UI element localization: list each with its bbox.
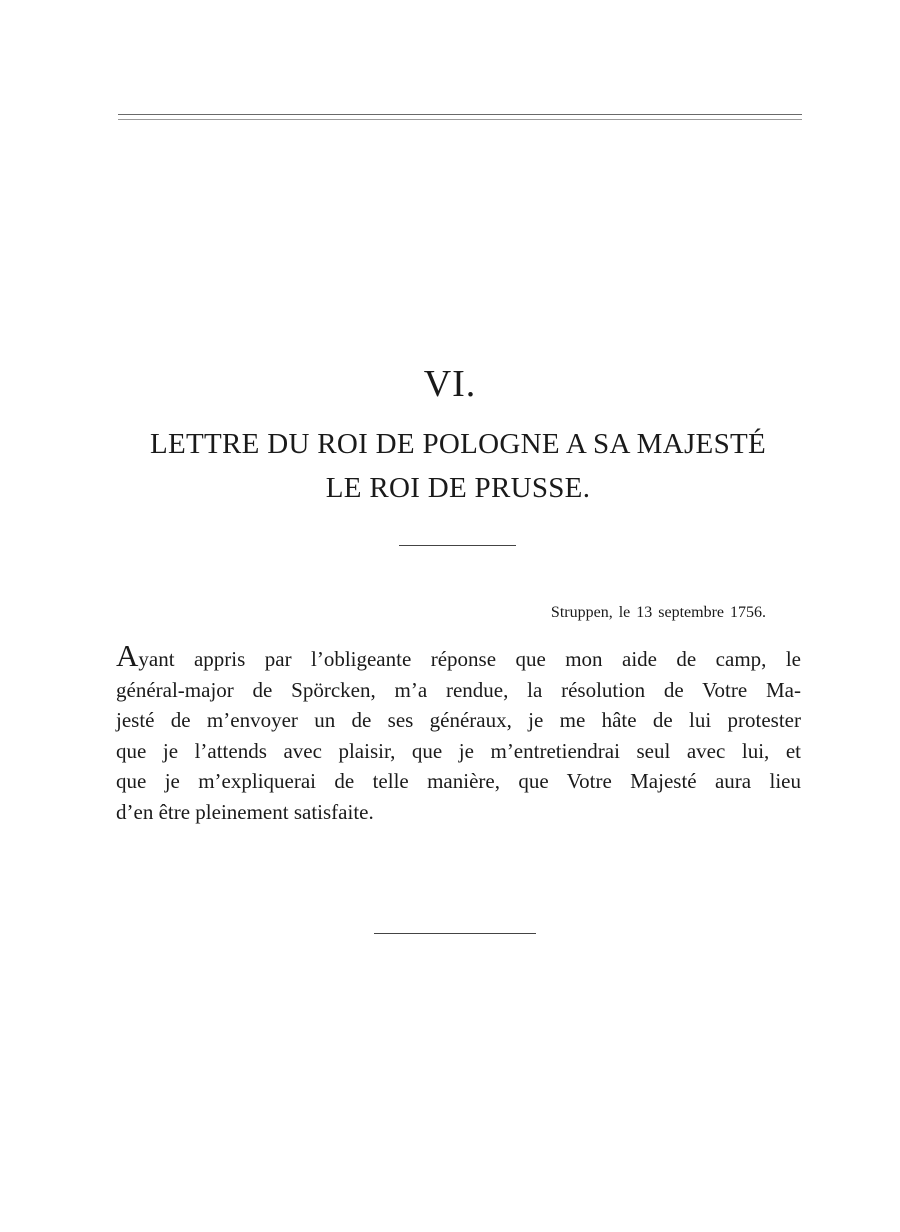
text-line <box>116 640 801 675</box>
dateline: Struppen, le 13 septembre 1756. <box>550 604 766 621</box>
title-line: LETTRE DU ROI DE POLOGNE A SA MAJESTÉ <box>149 428 767 460</box>
letter-body <box>116 640 801 827</box>
header-double-rule <box>118 114 802 120</box>
document-number: VI. <box>423 363 477 405</box>
text-line: que je l’attends avec plaisir, que je m’entretiendrai seul avec lui, et <box>116 738 801 763</box>
text-line: d’en être pleinement satisfaite. <box>116 799 374 824</box>
closing-divider <box>374 933 536 934</box>
text-line: que je m’expliquerai de telle manière, que Votre Majesté aura lieu <box>116 769 801 793</box>
title-divider <box>399 545 516 546</box>
initial-letter: A <box>116 638 139 673</box>
text-line-content: yant appris par l’obligeante réponse que mon aide de camp, le <box>138 647 801 671</box>
text-line: général-major de Spörcken, m’a rendue, la résolution de Votre Ma- <box>116 677 801 702</box>
text-line: jesté de m’envoyer un de ses généraux, je me hâte de lui protester <box>116 708 801 732</box>
document-title <box>0 422 900 510</box>
title-line: LE ROI DE PRUSSE. <box>325 472 591 504</box>
